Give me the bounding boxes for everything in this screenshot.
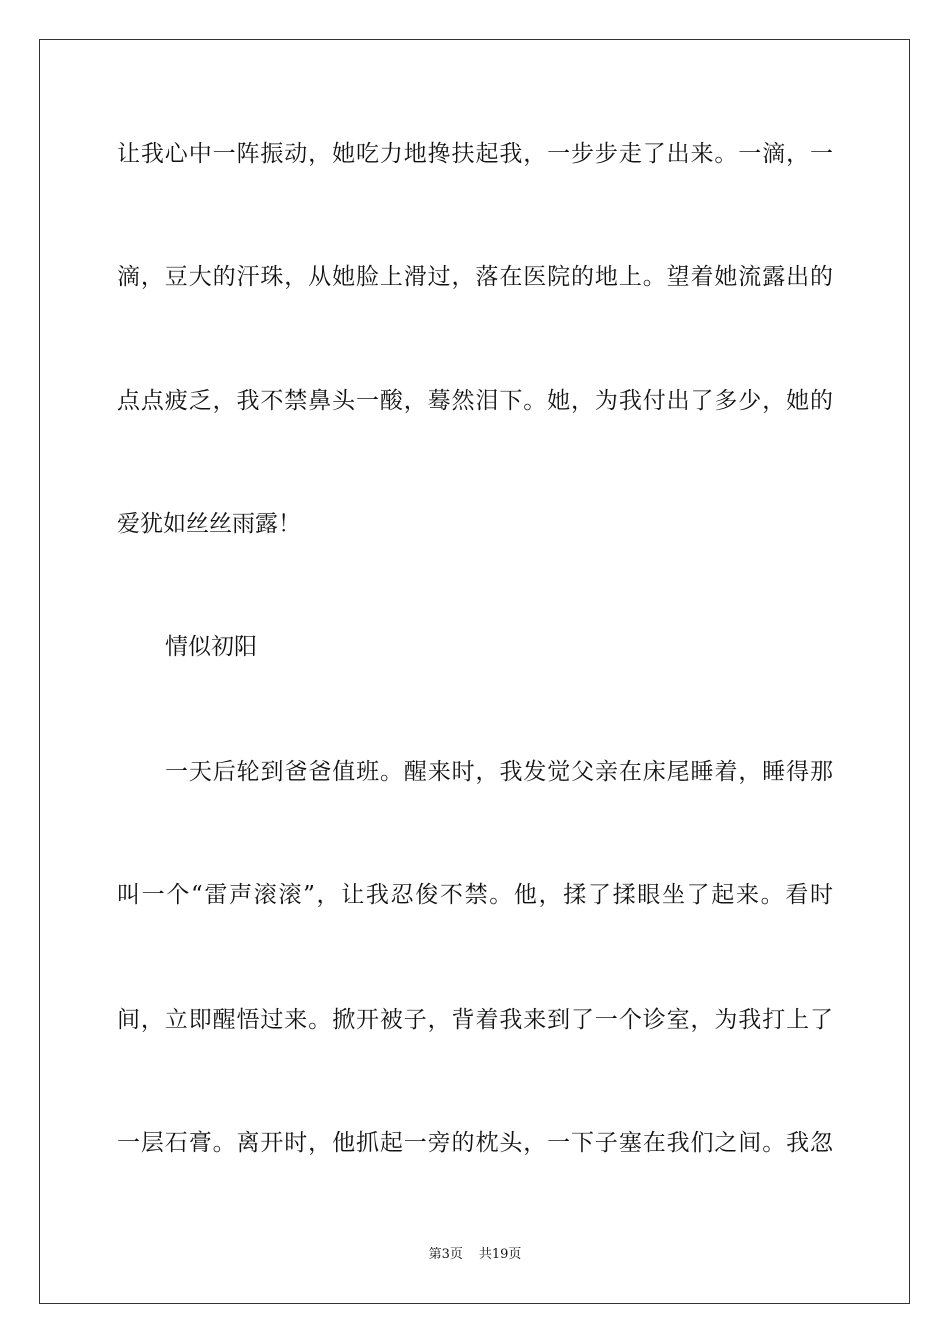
page-border: [39, 39, 910, 1304]
paragraph-line: 让我心中一阵振动，她吃力地搀扶起我，一步步走了出来。一滴，一: [117, 141, 833, 167]
paragraph-line: 滴，豆大的汗珠，从她脸上滑过，落在医院的地上。望着她流露出的: [117, 264, 833, 290]
page-total: 共19页: [478, 1247, 522, 1262]
page-footer: [0, 1246, 950, 1264]
paragraph-line: 叫一个“雷声滚滚”，让我忍俊不禁。他，揉了揉眼坐了起来。看时: [117, 882, 833, 908]
paragraph-line: 一天后轮到爸爸值班。醒来时，我发觉父亲在床尾睡着，睡得那: [165, 759, 833, 785]
paragraph-line: 爱犹如丝丝雨露！: [117, 511, 301, 537]
page-number: 第3页: [428, 1247, 463, 1262]
paragraph-line: 一层石膏。离开时，他抓起一旁的枕头，一下子塞在我们之间。我忽: [117, 1130, 833, 1156]
section-heading: 情似初阳: [165, 634, 257, 660]
paragraph-line: 点点疲乏，我不禁鼻头一酸，蓦然泪下。她，为我付出了多少，她的: [117, 388, 833, 414]
paragraph-line: 间，立即醒悟过来。掀开被子，背着我来到了一个诊室，为我打上了: [117, 1007, 833, 1033]
